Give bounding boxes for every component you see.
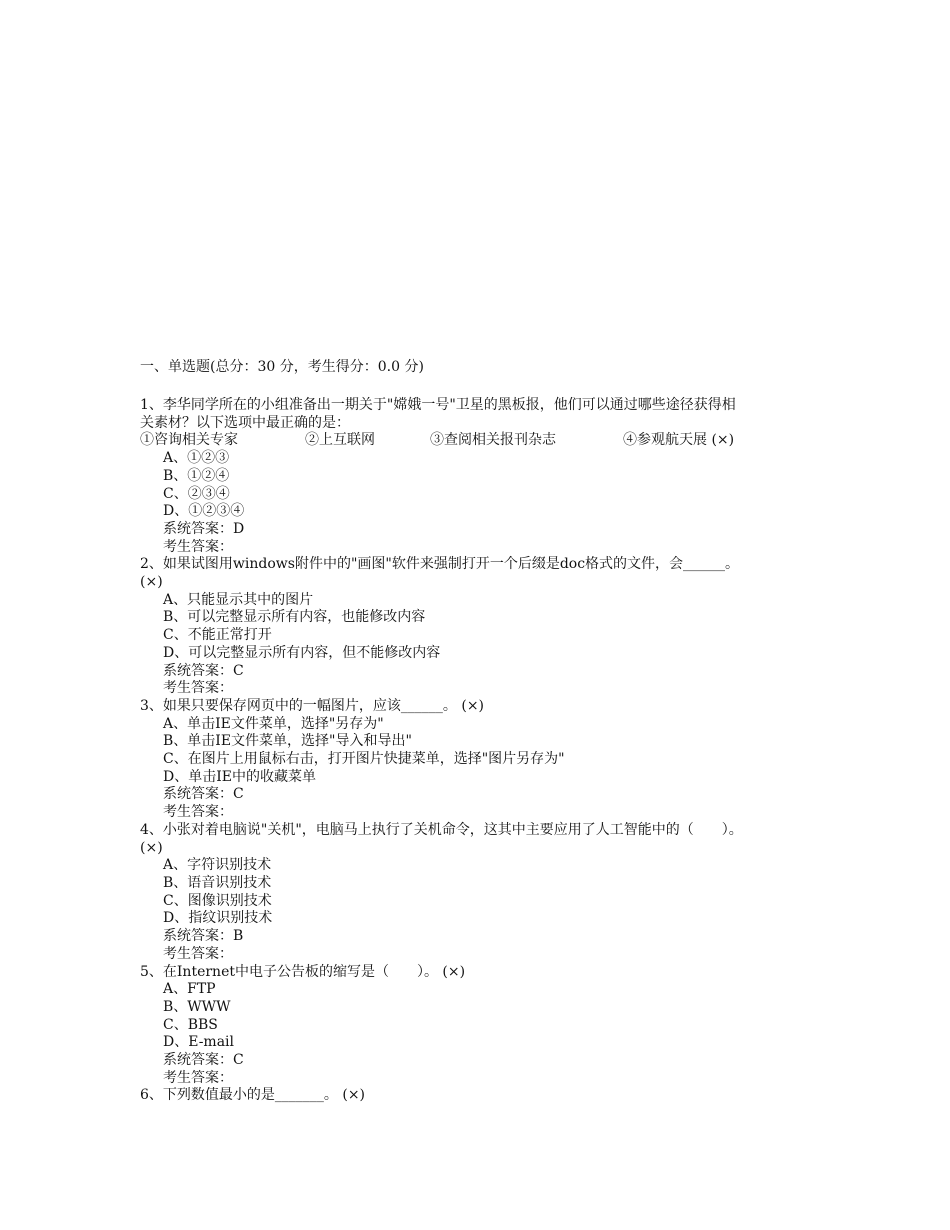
question-2	[140, 556, 820, 698]
option-b: B、WWW	[163, 998, 231, 1015]
student-answer: 考生答案：	[163, 945, 233, 962]
student-answer: 考生答案：	[163, 538, 233, 555]
student-answer: 考生答案：	[163, 804, 233, 821]
option-d: D、单击IE中的收藏菜单	[163, 768, 316, 785]
option-a: A、FTP	[163, 981, 216, 998]
option-a: A、只能显示其中的图片	[163, 591, 314, 608]
exam-content	[140, 357, 820, 1105]
student-answer: 考生答案：	[163, 680, 233, 697]
option-c: C、BBS	[163, 1016, 218, 1033]
question-stem: 2、如果试图用windows附件中的"画图"软件来强制打开一个后缀是doc格式的文件，会______。	[140, 556, 740, 573]
inline-choice: ③查阅相关报刊杂志	[430, 432, 556, 449]
option-c: C、②③④	[163, 485, 230, 502]
inline-choices	[140, 432, 820, 450]
option-c: C、图像识别技术	[163, 892, 272, 909]
option-b: B、单击IE文件菜单，选择"导入和导出"	[163, 733, 412, 750]
question-4	[140, 822, 820, 964]
option-a: A、单击IE文件菜单，选择"另存为"	[163, 715, 384, 732]
question-1	[140, 397, 820, 556]
question-3	[140, 698, 820, 822]
student-answer: 考生答案：	[163, 1069, 233, 1086]
question-stem-cont: (×)	[140, 839, 163, 856]
option-b: B、可以完整显示所有内容，也能修改内容	[163, 609, 426, 626]
section-title: 一、单选题(总分：30 分，考生得分：0.0 分)	[140, 359, 424, 375]
question-stem-cont: (×)	[140, 574, 163, 591]
option-d: D、指纹识别技术	[163, 910, 273, 927]
inline-choice: ②上互联网	[305, 432, 375, 449]
option-d: D、①②③④	[163, 503, 245, 520]
option-c: C、不能正常打开	[163, 627, 272, 644]
option-a: A、字符识别技术	[163, 857, 272, 874]
inline-choice: ①咨询相关专家	[140, 432, 238, 449]
system-answer: 系统答案：C	[163, 662, 244, 679]
system-answer: 系统答案：B	[163, 928, 244, 945]
question-stem: 3、如果只要保存网页中的一幅图片，应该______。 (×)	[140, 697, 485, 714]
option-d: D、可以完整显示所有内容，但不能修改内容	[163, 644, 441, 661]
inline-choice: ④参观航天展 (×)	[623, 432, 735, 449]
question-stem-cont: 关素材？以下选项中最正确的是：	[140, 414, 350, 431]
system-answer: 系统答案：C	[163, 1052, 244, 1069]
question-stem: 5、在Internet中电子公告板的缩写是（ ）。 (×)	[140, 963, 466, 980]
option-c: C、在图片上用鼠标右击，打开图片快捷菜单，选择"图片另存为"	[163, 751, 565, 768]
question-stem: 4、小张对着电脑说"关机"，电脑马上执行了关机命令，这其中主要应用了人工智能中的（ ）。	[140, 821, 743, 838]
option-b: B、①②④	[163, 467, 230, 484]
system-answer: 系统答案：C	[163, 786, 244, 803]
question-6	[140, 1087, 820, 1105]
option-a: A、①②③	[163, 450, 230, 467]
option-d: D、E-mail	[163, 1034, 235, 1051]
option-b: B、语音识别技术	[163, 874, 272, 891]
question-5	[140, 964, 820, 1088]
system-answer: 系统答案：D	[163, 520, 245, 537]
question-stem: 6、下列数值最小的是_______。 (×)	[140, 1087, 366, 1104]
question-stem: 1、李华同学所在的小组准备出一期关于"嫦娥一号"卫星的黑板报，他们可以通过哪些途径获得相	[140, 397, 736, 413]
